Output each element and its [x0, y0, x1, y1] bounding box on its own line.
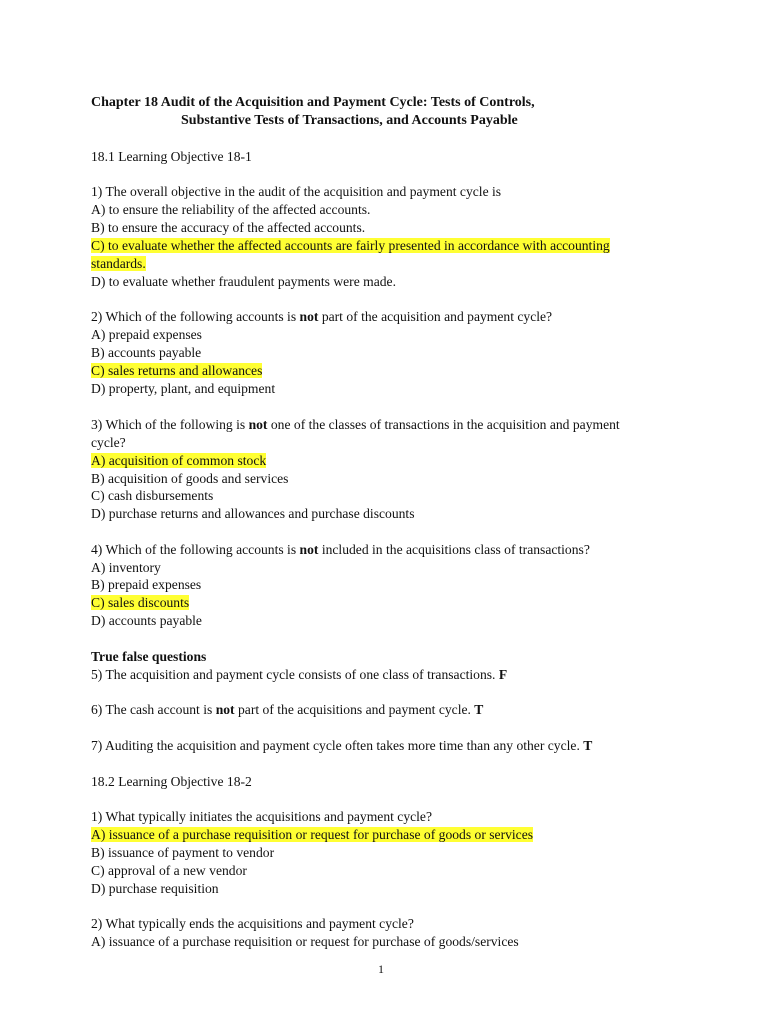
- chapter-title-line-1: Chapter 18 Audit of the Acquisition and Payment Cycle: Tests of Controls,: [91, 95, 535, 110]
- question-3-line-2: cycle?: [91, 435, 126, 450]
- answer-3d: D) purchase returns and allowances and purchase discounts: [91, 506, 415, 521]
- true-false-heading: True false questions: [91, 649, 207, 664]
- tf-answer: T: [474, 702, 484, 717]
- answer-3a: [91, 452, 266, 470]
- question-text: 2) Which of the following accounts is: [91, 309, 300, 324]
- answer-2d: D) property, plant, and equipment: [91, 381, 276, 396]
- tf-question-5: [91, 666, 507, 684]
- answer-2-1d: D) purchase requisition: [91, 881, 219, 896]
- tf-question-6: [91, 701, 483, 719]
- section-heading-18-1: 18.1 Learning Objective 18-1: [91, 149, 252, 164]
- question-text: 3) Which of the following is: [91, 417, 249, 432]
- question-text: one of the classes of transactions in the acquisition and payment: [267, 417, 620, 432]
- tf-answer: F: [498, 667, 508, 682]
- emphasis-not: not: [299, 309, 319, 324]
- question-3-line-1: [91, 416, 620, 434]
- answer-2-1a: [91, 826, 533, 844]
- question-text: part of the acquisitions and payment cycle.: [234, 702, 475, 717]
- answer-highlight: C) sales returns and allowances: [91, 363, 263, 378]
- emphasis-not: not: [299, 542, 319, 557]
- section-heading-18-2: 18.2 Learning Objective 18-2: [91, 774, 252, 789]
- emphasis-not: not: [215, 702, 235, 717]
- question-text: 6) The cash account is: [91, 702, 216, 717]
- answer-3c: C) cash disbursements: [91, 488, 214, 503]
- answer-1a: A) to ensure the reliability of the affected accounts.: [91, 202, 371, 217]
- answer-4c: [91, 594, 189, 612]
- answer-1b: B) to ensure the accuracy of the affected accounts.: [91, 220, 366, 235]
- question-text: 5) The acquisition and payment cycle consists of one class of transactions.: [91, 667, 499, 682]
- answer-2a: A) prepaid expenses: [91, 327, 202, 342]
- answer-1c-line-1: [91, 237, 610, 255]
- emphasis-not: not: [248, 417, 268, 432]
- question-2-1: 1) What typically initiates the acquisitions and payment cycle?: [91, 809, 432, 824]
- question-text: part of the acquisition and payment cycle?: [318, 309, 553, 324]
- answer-highlight: C) to evaluate whether the affected accounts are fairly presented in accordance with accounting: [91, 238, 610, 253]
- answer-2-1c: C) approval of a new vendor: [91, 863, 247, 878]
- question-2-2: 2) What typically ends the acquisitions and payment cycle?: [91, 916, 414, 931]
- answer-4b: B) prepaid expenses: [91, 577, 202, 592]
- answer-2-2a: A) issuance of a purchase requisition or request for purchase of goods/services: [91, 934, 519, 949]
- tf-answer: T: [583, 738, 593, 753]
- answer-highlight: standards.: [91, 256, 146, 271]
- page-number: 1: [378, 962, 384, 976]
- question-4: [91, 541, 590, 559]
- answer-highlight: C) sales discounts: [91, 595, 190, 610]
- answer-3b: B) acquisition of goods and services: [91, 471, 289, 486]
- answer-1c-line-2: [91, 255, 146, 273]
- question-text: 7) Auditing the acquisition and payment cycle often takes more time than any other cycle.: [91, 738, 584, 753]
- tf-question-7: [91, 737, 592, 755]
- answer-highlight: A) issuance of a purchase requisition or request for purchase of goods or services: [91, 827, 534, 842]
- answer-2b: B) accounts payable: [91, 345, 202, 360]
- question-text: included in the acquisitions class of transactions?: [318, 542, 590, 557]
- answer-4a: A) inventory: [91, 560, 161, 575]
- chapter-title-line-2: Substantive Tests of Transactions, and Accounts Payable: [181, 113, 518, 128]
- question-1: 1) The overall objective in the audit of the acquisition and payment cycle is: [91, 184, 502, 199]
- answer-2c: [91, 362, 262, 380]
- answer-4d: D) accounts payable: [91, 613, 202, 628]
- answer-1d: D) to evaluate whether fraudulent payments were made.: [91, 274, 396, 289]
- question-2: [91, 308, 552, 326]
- answer-highlight: A) acquisition of common stock: [91, 453, 267, 468]
- question-text: 4) Which of the following accounts is: [91, 542, 300, 557]
- answer-2-1b: B) issuance of payment to vendor: [91, 845, 275, 860]
